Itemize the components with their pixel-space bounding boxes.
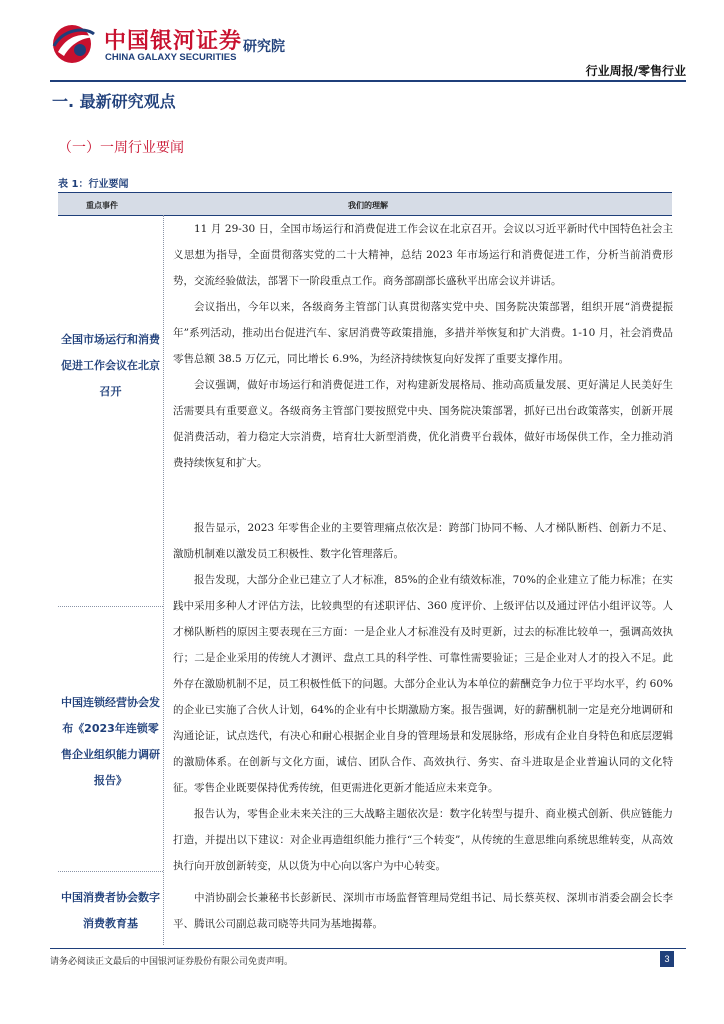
report-type: 行业周报/零售行业: [585, 64, 686, 78]
footer-divider: [50, 948, 686, 949]
section-title: 一. 最新研究观点: [52, 92, 176, 111]
table-row-event: 全国市场运行和消费促进工作会议在北京召开: [61, 333, 160, 398]
table-row-content: [173, 885, 673, 937]
paragraph: 会议指出，今年以来，各级商务主管部门认真贯彻落实党中央、国务院决策部署，组织开展“消费提振年”系列活动，推动出台促进汽车、家居消费等政策措施，多措并举恢复和扩大消费。1-10 月，社会消费品零售总额 38.5 万亿元，同比增长 6.9%，为经济持续恢复向好发挥了重要支撑作用。: [173, 301, 673, 365]
table-row-event: 中国消费者协会数字消费教育基: [61, 891, 160, 930]
paragraph: 11 月 29-30 日，全国市场运行和消费促进工作会议在北京召开。会议以习近平新时代中国特色社会主义思想为指导，全面贯彻落实党的二十大精神，总结 2023 年市场运行和消费促进工作，分析当前消费形势，交流经验做法，部署下一阶段重点工作。商务部副部长盛秋平出席会议并讲话。: [173, 223, 673, 287]
paragraph: 会议强调，做好市场运行和消费促进工作，对构建新发展格局、推动高质量发展、更好满足人民美好生活需要具有重要意义。各级商务主管部门要按照党中央、国务院决策部署，抓好已出台政策落实，创新开展促消费活动，着力稳定大宗消费，培育壮大新型消费，优化消费平台载体，做好市场保供工作，全力推动消费持续恢复和扩大。: [173, 379, 673, 469]
table-column-divider: [163, 215, 164, 945]
table-header: [58, 193, 672, 215]
logo-english-name: CHINA GALAXY SECURITIES: [105, 52, 237, 63]
table-row-divider: [58, 871, 163, 872]
paragraph: 报告显示，2023 年零售企业的主要管理痛点依次是：跨部门协同不畅、人才梯队断档、创新力不足、激励机制难以激发员工积极性、数字化管理落后。: [173, 522, 673, 560]
logo-chinese-name: 中国银河证券: [104, 29, 243, 54]
paragraph: 报告发现，大部分企业已建立了人才标准，85%的企业有绩效标准，70%的企业建立了能力标准；在实践中采用多种人才评估方法，比较典型的有述职评估、360 度评价、上级评估以及通过评估小组评议等。人才梯队断档的原因主要表现在三方面：一是企业人才标准没有及时更新，过去的标准比较单一，强调高效执行；二是企业采用的传统人才测评、盘点工具的科学性、可靠性需要验证；三是企业对人才的投入不足。此外存在激励机制不足，员工积极性低下的问题。大部分企业认为本单位的薪酬竞争力位于平均水平，约 60%的企业已实施了合伙人计划，64%的企业有中长期激励方案。报告强调，好的薪酬机制一定是充分地调研和沟通论证，试点迭代，有决心和耐心根据企业自身的管理场景和发展脉络，形成有企业自身特色和底层逻辑的激励体系。在创新与文化方面，诚信、团队合作、高效执行、务实、奋斗进取是企业普遍认同的文化特征。零售企业既要保持优秀传统，但更需进化更新才能适应未来竞争。: [173, 574, 673, 794]
table-row-content: [173, 515, 673, 879]
institute-label: 研究院: [243, 39, 285, 55]
header-divider: [50, 80, 686, 82]
table-caption: 表 1：行业要闻: [58, 179, 129, 190]
paragraph: 报告认为，零售企业未来关注的三大战略主题依次是：数字化转型与提升、商业模式创新、供应链能力打造，并提出以下建议：对企业再造组织能力推行“三个转变”，从传统的生意思维向系统思维转变，从高效执行向开放创新转变，从以货为中心向以客户为中心转变。: [173, 808, 673, 872]
subsection-title: （一）一周行业要闻: [58, 140, 184, 156]
table-row-event: 中国连锁经营协会发布《2023年连锁零售企业组织能力调研报告》: [61, 696, 160, 787]
table-row-content: [173, 216, 673, 476]
paragraph: 中消协副会长兼秘书长彭新民、深圳市市场监督管理局党组书记、局长蔡英杈、深圳市消委会副会长李平、腾讯公司副总裁司晓等共同为基地揭幕。: [173, 892, 673, 930]
galaxy-logo-icon: [50, 22, 98, 66]
page-number: 3: [660, 951, 674, 967]
table-row-divider: [58, 606, 163, 607]
disclaimer: 请务必阅读正文最后的中国银河证券股份有限公司免责声明。: [50, 957, 294, 967]
column-header-event: 重点事件: [86, 201, 118, 210]
company-logo: [50, 22, 250, 66]
column-header-view: 我们的理解: [348, 201, 388, 210]
